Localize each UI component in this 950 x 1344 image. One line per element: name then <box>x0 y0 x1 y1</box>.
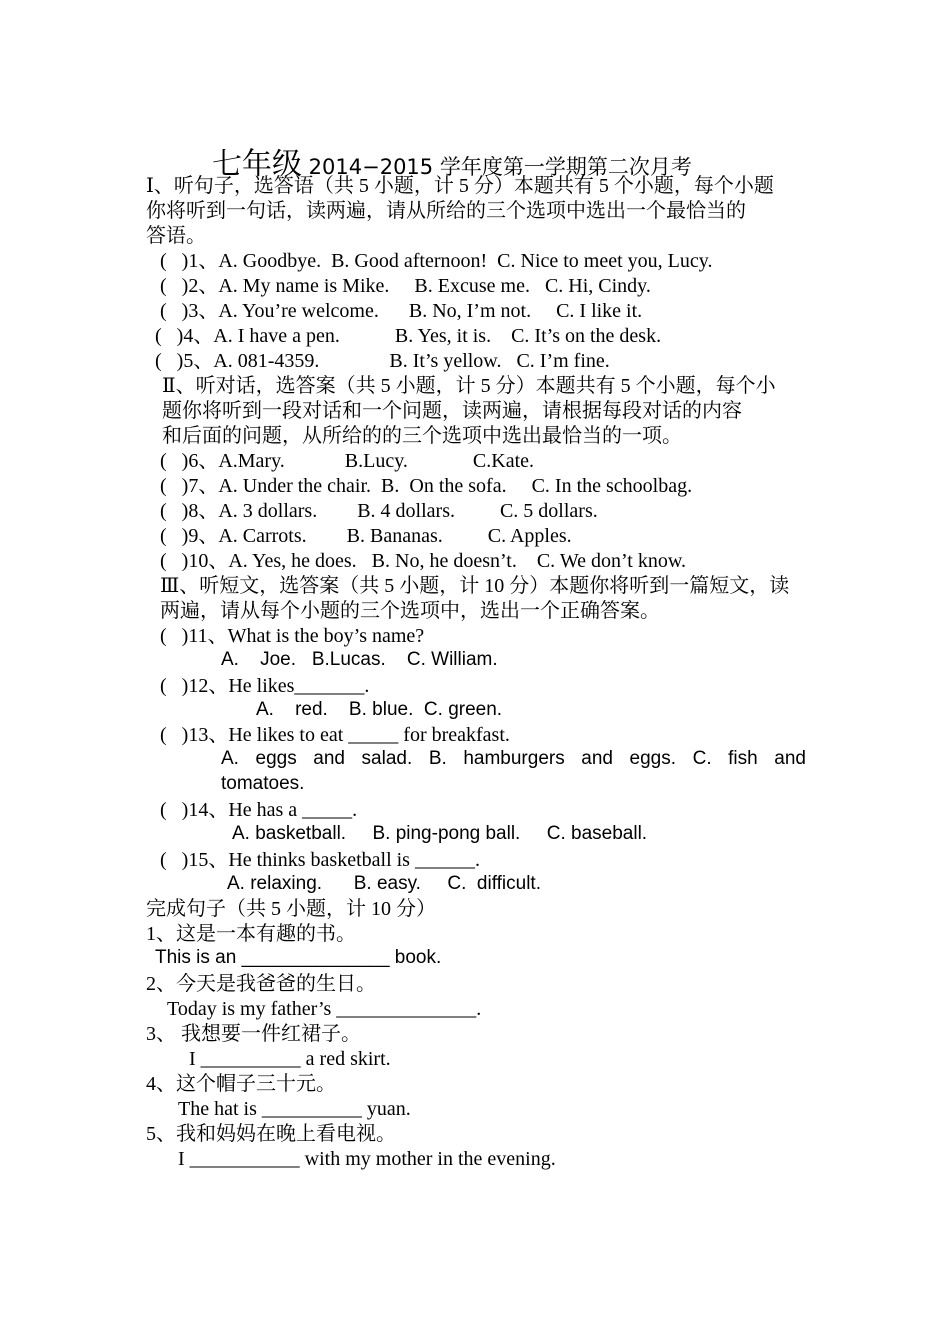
part2-heading-line-3: 和后面的问题，从所给的的三个选项中选出最恰当的一项。 <box>162 425 682 447</box>
part1-heading-line-1: Ⅰ、听句子，选答语（共 5 小题，计 5 分）本题共有 5 个小题，每个小题 <box>146 175 774 197</box>
question-8: ( )8、A. 3 dollars. B. 4 dollars. C. 5 dollars. <box>160 500 598 522</box>
part2-heading-line-1: Ⅱ、听对话，选答案（共 5 小题，计 5 分）本题共有 5 个小题，每个小 <box>162 375 776 397</box>
q13-word: fish <box>728 748 758 769</box>
question-12-options: A. red. B. blue. C. green. <box>256 699 503 720</box>
sentence-4-english: The hat is __________ yuan. <box>178 1098 411 1120</box>
q13-word: hamburgers <box>463 748 565 769</box>
sentence-1-chinese: 1、这是一本有趣的书。 <box>146 923 356 945</box>
q13-word: A. <box>221 748 239 769</box>
question-12: ( )12、He likes_______. <box>160 675 370 697</box>
question-1: ( )1、A. Goodbye. B. Good afternoon! C. Nice to meet you, Lucy. <box>160 250 713 272</box>
question-15-options: A. relaxing. B. easy. C. difficult. <box>227 873 541 894</box>
part1-heading-line-3: 答语。 <box>146 225 206 247</box>
question-5: ( )5、A. 081-4359. B. It’s yellow. C. I’m fine. <box>155 350 610 372</box>
question-3: ( )3、A. You’re welcome. B. No, I’m not. C. I like it. <box>160 300 643 322</box>
part2-heading-line-2: 题你将听到一段对话和一个问题，读两遍，请根据每段对话的内容 <box>162 400 742 422</box>
question-4: ( )4、A. I have a pen. B. Yes, it is. C. It’s on the desk. <box>155 325 662 347</box>
q13-word: eggs <box>255 748 297 769</box>
question-14: ( )14、He has a _____. <box>160 799 358 821</box>
question-9: ( )9、A. Carrots. B. Bananas. C. Apples. <box>160 525 572 547</box>
part3-heading-line-1: Ⅲ、听短文，选答案（共 5 小题，计 10 分）本题你将听到一篇短文，读 <box>160 575 790 597</box>
sentence-5-chinese: 5、我和妈妈在晚上看电视。 <box>146 1123 396 1145</box>
question-13-options-continued: tomatoes. <box>221 773 305 794</box>
sentence-3-english: I __________ a red skirt. <box>189 1048 391 1070</box>
q13-word: and <box>774 748 806 769</box>
question-11: ( )11、What is the boy’s name? <box>160 625 425 647</box>
question-13: ( )13、He likes to eat _____ for breakfast. <box>160 724 510 746</box>
part3-heading-line-2: 两遍，请从每个小题的三个选项中，选出一个正确答案。 <box>160 600 660 622</box>
q13-word: B. <box>428 748 447 769</box>
question-11-options: A. Joe. B.Lucas. C. William. <box>221 649 498 670</box>
question-14-options: A. basketball. B. ping-pong ball. C. baseball. <box>232 823 648 844</box>
q13-word: and <box>313 748 345 769</box>
question-2: ( )2、A. My name is Mike. B. Excuse me. C. Hi, Cindy. <box>160 275 651 297</box>
question-10: ( )10、A. Yes, he does. B. No, he doesn’t. C. We don’t know. <box>160 550 686 572</box>
question-15: ( )15、He thinks basketball is ______. <box>160 849 480 871</box>
sentence-2-english: Today is my father’s ______________. <box>167 998 482 1020</box>
sentence-3-chinese: 3、 我想要一件红裙子。 <box>146 1023 361 1045</box>
title-grade: 七年级 <box>212 147 302 182</box>
question-13-options <box>221 749 806 768</box>
question-6: ( )6、A.Mary. B.Lucy. C.Kate. <box>160 450 535 472</box>
sentence-4-chinese: 4、这个帽子三十元。 <box>146 1073 336 1095</box>
q13-word: and <box>581 748 613 769</box>
q13-word: C. <box>692 748 712 769</box>
part4-heading: 完成句子（共 5 小题，计 10 分） <box>146 898 436 920</box>
sentence-5-english: I ___________ with my mother in the evening. <box>178 1148 556 1170</box>
question-7: ( )7、A. Under the chair. B. On the sofa. C. In the schoolbag. <box>160 475 693 497</box>
sentence-2-chinese: 2、今天是我爸爸的生日。 <box>146 973 376 995</box>
sentence-1-english: This is an ______________ book. <box>155 947 442 968</box>
q13-word: salad. <box>361 748 413 769</box>
title-term: 2014−2015 学年度第一学期第二次月考 <box>302 155 692 179</box>
q13-word: eggs. <box>629 748 677 769</box>
part1-heading-line-2: 你将听到一句话，读两遍，请从所给的三个选项中选出一个最恰当的 <box>146 200 746 222</box>
